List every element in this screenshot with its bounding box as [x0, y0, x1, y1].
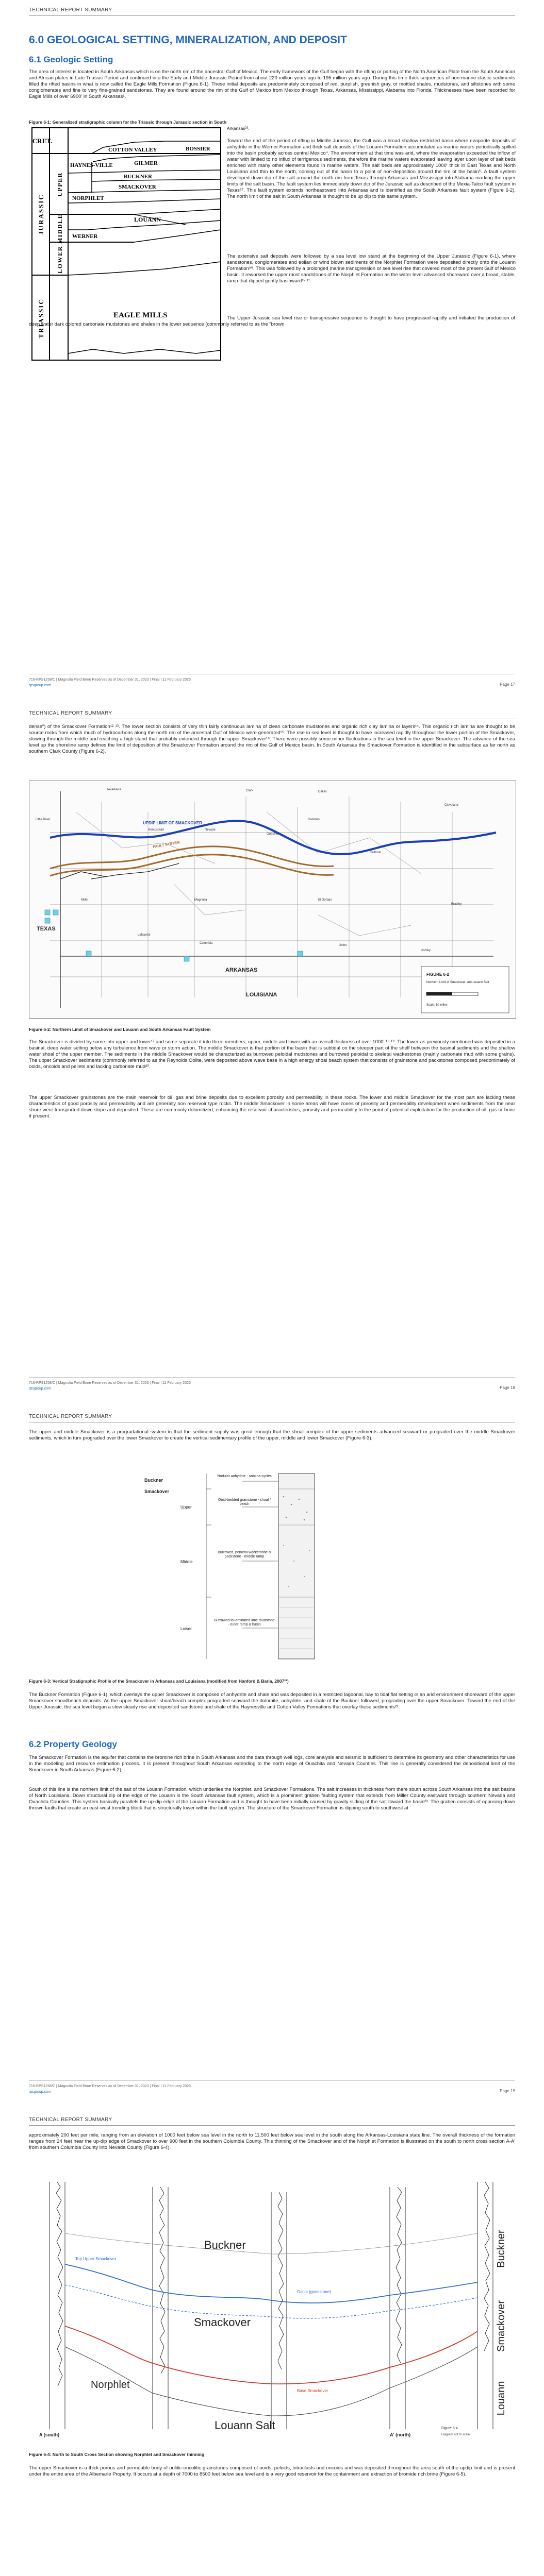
map-label-little-river: Little River [36, 818, 51, 821]
strat-cret: CRET. [32, 137, 53, 145]
xsec-louann-salt: Louann Salt [215, 2419, 275, 2432]
figure-6-3-profile [129, 1468, 371, 1664]
right-column-paragraph-1: Toward the end of the period of rifting in Middle Jurassic, the Gulf was a broad shallow restricted basin where evaporite deposits of anhydrite in the Werner Formation and thick salt deposits of the Louann Formation accumulated as marine waters periodically spilled into the basin probably across central Mexico⁴. The environment at that time was arid, where the evaporation exceeded the inflow of water with limited to no influx of terrigenous sediments, therefore the marine waters evaporated leaving layer upon layer of salt beds enriched with many other elements found in marine waters. The salt beds are approximately 1000' thick in East Texas and North Louisiana and thin to the north, coming out of the basin to a point of non-deposition around the rim of the basin⁵. A fault system developed down dip of the salt around the north rim from Texas through Arkansas and Mississippi into Alabama marking the upper limits of the salt basin. The fault system lies immediately down dip of the Jurassic salt as described of the Mexia-Talco fault system in Texas⁶⁷. This fault system extends northeastward into Arkansas and is identified as the South Arkansas fault system (Figure 6-2). The north limit of the salt in South Arkansas is thought to be up dip to this same system. [227, 138, 516, 199]
footer-rule [29, 2080, 515, 2081]
page-17 [0, 0, 544, 703]
xsec-a-north: A' (north) [390, 2432, 411, 2437]
xsec-not-to-scale: Diagram not to scale [441, 2433, 470, 2436]
page-footer [29, 1380, 191, 1392]
page-number: Page 19 [500, 2089, 515, 2093]
map-label-ashley: Ashley [421, 949, 431, 952]
map-label-miller: Miller [81, 899, 89, 902]
strat-series-lower: LOWER [56, 246, 63, 274]
profile-smackover: Smackover [144, 1489, 170, 1494]
footer-line-1: 716-RPS1258/C | Magnolia Field Brine Reserves as of December 31, 2023 | Final | 11 February 2026 [29, 678, 191, 682]
strat-cotton-valley: COTTON VALLEY [108, 147, 157, 153]
paragraph-upper-smackover-reservoir: The upper Smackover is a thick porous and permeable body of oolitic-oncolitic grainstones composed of ooids, peloids, intraclasts and oncoids and was deposited throughout the area south of the updip limit and is present under the entire area of the Albemarle Property. It occurs at a depth of 7000 to 8500 feet below sea level and is a very good reservoir for the containment and extraction of bromide rich brine (Figure 6-5). [29, 2465, 515, 2477]
map-scale: Scale: 50 miles [426, 1004, 448, 1007]
strat-eagle-mills: EAGLE MILLS [113, 311, 168, 319]
xsec-buckner: Buckner [204, 2239, 246, 2251]
paragraph-progradational: The upper and middle Smackover is a progradational system in that the sediment supply was great enough that the shoal complex of the upper sediments advanced seaward or prograded over the middle Smackover sediments, which in turn prograded over the lower Smackover to create the vertical sedimentary profile of the upper, middle and lower Smackover (Figure 6-3). [29, 1429, 515, 1441]
figure-6-2-caption: Figure 6-2: Northern Limit of Smackover and Louann and South Arkansas Fault System [29, 1027, 211, 1032]
map-label-clark: Clark [246, 789, 254, 792]
xsec-marker-oolite: Oolite (grainstone) [297, 2290, 331, 2294]
paragraph-aquifer: The Smackover Formation is the aquifer that contains the bromine rich brine in South Arkansas and the data through well logs, core analysis and seismic is sufficient to determine its geometry and other characteristics for use in the modeling and resource estimation process. It is present throughout South Arkansas extending to the north edge of Ouachita and Nevada Counties. This line is generally considered the depositional limit of the Smackover in South Arkansas (Figure 6-2). [29, 1755, 515, 1773]
map-label-lafayette: Lafayette [138, 934, 151, 937]
map-label-union: Union [339, 944, 347, 947]
map-state-texas: TEXAS [37, 926, 56, 932]
xsec-norphlet: Norphlet [91, 2379, 130, 2391]
map-label-dallas: Dallas [318, 790, 327, 793]
page-number: Page 17 [500, 682, 515, 687]
header-rule [29, 15, 515, 16]
map-state-louisiana: LOUISIANA [246, 992, 277, 998]
profile-upper: Upper [180, 1505, 192, 1510]
page-header: TECHNICAL REPORT SUMMARY [29, 7, 112, 13]
figure-6-1-caption: Figure 6-1: Generalized stratigraphic column for the Triassic through Jurassic section in South [29, 120, 227, 125]
map-label-texarkana: Texarkana [107, 788, 121, 791]
figure-6-4-caption: Figure 6-4: North to South Cross Section showing Norphlet and Smackover thinning [29, 2452, 205, 2457]
footer-link[interactable]: rpsgroup.com [29, 2090, 51, 2094]
profile-middle: Middle [180, 1560, 193, 1564]
right-column-paragraph-2: The extensive salt deposits were followed by a sea level low stand at the beginning of the Upper Jurassic (Figure 6-1), where sandstones, conglomerates and eolian or wind blown sediments of the Norphlet Formation were deposited directly onto the Louann Formation⁸⁹. This was followed by a prolonged marine transgression or sea level rise that covered most of the present Gulf of Mexico basin. It reworked the upper most sandstones of the Norphlet Formation as the water level advanced shoreward over a broad, stable, ramp that dipped gently basinward¹⁰ ¹¹. [227, 253, 516, 284]
footer-line-1: 716-RPS1258/C | Magnolia Field Brine Reserves as of December 31, 2023 | Final | 11 February 2026 [29, 2084, 191, 2088]
strat-norphlet: NORPHLET [72, 195, 104, 201]
page-footer [29, 677, 191, 688]
xsec-smackover: Smackover [194, 2316, 251, 2329]
footer-link[interactable]: rpsgroup.com [29, 684, 51, 687]
map-label-columbia: Columbia [200, 942, 213, 945]
xsec-fig-tag: Figure 6-4 [441, 2427, 458, 2430]
map-line-label-updip: UPDIP LIMIT OF SMACKOVER [143, 821, 202, 825]
profile-lower: Lower [180, 1626, 192, 1631]
page-20 [0, 2110, 544, 2576]
paragraph-upper-smackover: The upper Smackover grainstones are the main reservoir for oil, gas and brine deposits due to excellent porosity and permeability in these rocks. The lower and middle Smackover for the most part are lacking these characteristics of good porosity and permeability and are generally non reservoir type rocks. The middle Smackover in some areas will have zones of porosity and permeability development when sediments from the near shore were transported down slope and deposited. These are commonly dolomitized, enhancing the reservoir characteristics, porosity and permeability to the point of potential exploitation for the production of oil, gas or brine if present. [29, 1095, 515, 1119]
xsec-marker-base: Base Smackover [297, 2388, 328, 2393]
page-header: TECHNICAL REPORT SUMMARY [29, 710, 112, 716]
strat-bossier: BOSSIER [186, 146, 210, 152]
page-footer [29, 2083, 191, 2095]
paragraph-dip-thickness: approximately 200 feet per mile, ranging from an elevation of 1000 feet below sea level in the north to 11,500 feet below sea level in the south along the Arkansas-Louisiana state line. The overall thickness of the formation ranges from 24 feet near the up-dip edge of Smackover to over 900 feet in the southern Columbia County. This thinning of the Smackover and of the Norphlet Formation is illustrated on the south to north cross section A-A' from southern Columbia County into Nevada County (Figure 6-4). [29, 2132, 515, 2150]
section-heading: 6.0 GEOLOGICAL SETTING, MINERALIZATION, AND DEPOSIT [29, 34, 347, 46]
map-label-cleveland: Cleveland [444, 804, 458, 807]
map-label-calhoun: Calhoun [370, 851, 382, 854]
figure-6-2-map [29, 781, 516, 1019]
map-state-arkansas: ARKANSAS [225, 967, 258, 973]
profile-buckner: Buckner [144, 1478, 163, 1483]
strat-system-triassic: TRIASSIC [37, 298, 45, 338]
page-number: Page 18 [500, 1385, 515, 1390]
xsec-right-louann: Louann [496, 2381, 507, 2416]
property-geology-heading: 6.2 Property Geology [29, 1739, 117, 1749]
page-header: TECHNICAL REPORT SUMMARY [29, 1414, 112, 1419]
header-rule [29, 2125, 515, 2126]
footer-link[interactable]: rpsgroup.com [29, 1387, 51, 1391]
map-svg [29, 781, 516, 1018]
xsec-right-smackover: Smackover [496, 2300, 507, 2352]
figure-6-4-cross-section [29, 2172, 515, 2439]
profile-desc-middle: Burrowed, peloidal wackestone & packstone - middle ramp [218, 1551, 271, 1558]
map-label-nevada: Nevada [205, 828, 216, 832]
strat-series-middle: MIDDLE [56, 213, 63, 244]
map-line-label-fault: FAULT SYSTEM [153, 840, 180, 849]
strat-werner: WERNER [72, 233, 98, 240]
map-label-camden: Camden [308, 818, 320, 821]
xsec-marker-top: Top Upper Smackover [75, 2257, 117, 2261]
xsec-right-buckner: Buckner [496, 2230, 507, 2268]
paragraph-louann-limit: South of this line is the northern limit of the salt of the Louann Formation, which underlies the Norphlet, and Smackover Formations. The salt increases in thickness from there south across South Arkansas into the salt basins of North Louisiana. Down structural dip of the edge of the Louann is the South Arkansas fault system, which is a prominent graben faulting system that extends from Miller County eastward through southern Nevada and Ouachita Counties. This system basically parallels the up-dip edge of the Louann Formation and is thought to have been initially caused by gravity sliding of the salt toward the basin²³. The graben consists of opposing down thrown faults that create an east-west trending block that is structurally lower within the fault system. The structure of the Smackover Formation is dipping south to southwest at [29, 1787, 515, 1811]
intro-paragraph: The area of interest is located in South Arkansas which is on the north rim of the ancestral Gulf of Mexico. The early framework of the Gulf began with the rifting or parting of the North American Plate from the South American and African plates in Late Triassic Period and continued into the Early and Middle Jurassic Period from about 220 million years ago to 195 million years ago. During this time thick sequences of non-marine clastic sediments filled the rifted basins in what is now called the Eagle Mills Formation (Figure 6-1). These initial deposits are predominately composed of red, purplish, greenish gray, or mottled shales, mudstones, and siltstones with some conglomerates and fine to very fine-grained sandstones. They are found around the rim of the Gulf of Mexico from Mexico through Texas, Arkansas, Mississippi, Alabama into Florida. Thicknesses have been recorded for Eagle Mills of over 6900' in South Arkansas¹. [29, 69, 515, 99]
bottom-paragraph: The Upper Jurassic sea level rise or transgressive sequence is thought to have progressed rapidly and initiated the production of deep water dark colored carbonate mudstones and shales in the lower sequence (commonly referred to as the "brown [29, 315, 515, 327]
paragraph-smackover-lower: dense") of the Smackover Formation¹² ¹³. The lower section consists of very thin fairly continuous lamina of clean carbonate mudstones and organic rich clay lamina or layers¹⁴. This organic rich lamina are thought to be source rocks from which much of hydrocarbons along the north rim of the ancestral Gulf of Mexico were generated¹⁵. The rise in sea level is thought to have increased rapidly throughout the lower portion of the Smackover, slowing through the middle and reaching a high stand that probably extended through the upper Smackover¹⁶. There were possibly some minor fluctuations in the sea level in the upper Smackover. The advance of the sea level up the shoreline ramp defines the limit of deposition of the Smackover Formation around the rim of the Gulf of Mexico basin. In South Arkansas the Smackover Formation is identified in the subsurface as far north as southern Clark County (Figure 6-2). [29, 724, 515, 754]
strat-louann: LOUANN [134, 216, 161, 223]
page-18 [0, 703, 544, 1406]
map-label-hempstead: Hempstead [148, 828, 164, 832]
strat-series-upper: UPPER [56, 172, 63, 197]
page-19 [0, 1406, 544, 2110]
map-label-el-dorado: El Dorado [318, 899, 332, 902]
strat-buckner: BUCKNER [124, 174, 153, 180]
map-label-bradley: Bradley [451, 903, 462, 906]
strat-system-jurassic: JURASSIC [37, 194, 45, 235]
figure-6-1-caption-cont: Arkansas²³. [227, 126, 250, 131]
figure-6-3-caption: Figure 6-3: Vertical Stratigraphic Profile of the Smackover in Arkansas and Louisiana (modified from Hanford & Baria, 2007²¹) [29, 1679, 289, 1684]
map-label-ouachita: Ouachita [267, 833, 279, 836]
paragraph-smackover-members: The Smackover is divided by some into upper and lower¹⁷ and some separate it into three members; upper, middle and lower with an overall thickness of over 1000' ¹⁸ ¹⁹. The lower as previously mentioned was deposited in a basinal, deep water setting below any turbulence from wave or storm action. The middle Smackover is that portion of the basin that is subtidal on the steeper part of the shelf between the basinal sediments and the shallow water shoal of the upper member. The sediments in the middle Smackover would be characterized as burrowed peloidal mudstones and burrowed peloidal to skeletal wackestones (mainly carbonate mud with some grains). The upper Smackover sediments (commonly referred to as the Reynolds Oolite, were deposited above wave base in a high energy shoal beach system that consists of grainstone and packstones composed predominately of ooids, oncoids and pellets and lacking carbonate mud²⁰. [29, 1039, 515, 1070]
strat-smackover: SMACKOVER [119, 184, 156, 190]
subsection-heading: 6.1 Geologic Setting [29, 55, 113, 64]
footer-rule [29, 1377, 515, 1378]
page-header: TECHNICAL REPORT SUMMARY [29, 2117, 112, 2123]
paragraph-buckner: The Buckner Formation (Figure 6-1), which overlays the upper Smackover is composed of anhydrite and shale and was deposited in a restricted lagoonal, bay to tidal flat setting in an arid environment shoreward of the upper Smackover shoal/beach deposits. As the upper Smackover shoal/beach complex prograded seaward the dolomite, anhydrite, and shale of the Buckner followed, prograding over the upper Smackover. Toward the end of the Upper Jurassic, the sea level began a slow steady rise and deposited sandstone and shale of the Haynesville and Cotton Valley Formations that overlay these sediments²². [29, 1692, 515, 1710]
strat-gilmer: GILMER [134, 160, 158, 166]
strat-haynesville: HAYNES-VILLE [70, 162, 113, 168]
profile-desc-buckner: Nodular anhydrite - sabkha cycles [217, 1475, 272, 1478]
map-legend-title: FIGURE 6-2 [426, 972, 450, 977]
footer-line-1: 716-RPS1258/C | Magnolia Field Brine Reserves as of December 31, 2023 | Final | 11 February 2026 [29, 1381, 191, 1385]
map-legend-text: Northern Limit of Smackover and Louann Salt [426, 981, 489, 984]
profile-desc-lower: Burrowed to laminated lime mudstone - outer ramp & basin [214, 1619, 275, 1626]
profile-desc-upper: Ooid-bedded grainstone - shoal / beach [218, 1498, 271, 1506]
xsec-a-south: A (south) [39, 2432, 60, 2437]
map-label-magnolia: Magnolia [194, 899, 207, 902]
